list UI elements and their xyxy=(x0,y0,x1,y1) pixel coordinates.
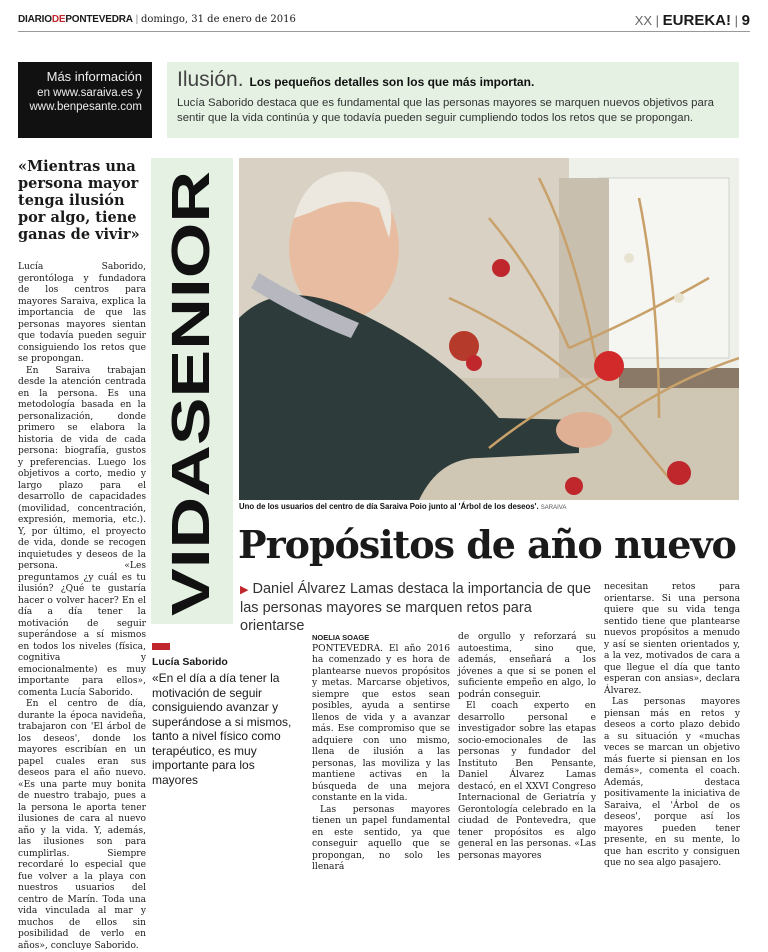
logo-de: DE xyxy=(51,14,66,25)
left-paragraph: En Saraiva trabajan desde la atención centrada en la persona. Es una metodología basada en la personalización, donde primero se elabora la historia de vida de cada persona: biografía, gustos y preferencias. Luego los objetivos a corto, medio y largo plazo para el desarrollo de capacidades (movilidad, concentración, expresión, memoria, etc.). Y, por último, el proyecto de vida, donde se recogen inquietudes y deseos de la persona. «Les preguntamos ¿y cuál es tu ilusión? ¿Qué te gustaría hacer o volver hacer? En el día a día tener la motivación de seguir superándose a sí mismos en todos los niveles (física, cognitiva y emocionalmente) es muy importante para ellos», comenta Lucía Saborido. xyxy=(18,365,146,698)
body-paragraph: Las personas mayores piensan más en retos y deseos a corto plazo debido a su situación y «muchas veces se marcan un objetivo más fuerte si piensan en los demás», comenta el coach. Además, destaca positivamente la iniciativa de Saraiva, el 'Árbol de os deseos', porque así los mayores pueden tener presente, en su mente, lo que han escrito y consiguen que no sea algo pasajero. xyxy=(604,697,740,868)
more-info-line-3: www.benpesante.com xyxy=(29,101,142,113)
more-info-box xyxy=(18,62,152,138)
quote-marker xyxy=(152,643,170,650)
supplement-name: EUREKA! xyxy=(662,12,732,29)
subheadline-text: Daniel Álvarez Lamas destaca la importancia de que las personas mayores se marquen retos para orientarse xyxy=(240,581,592,634)
section-code: XX xyxy=(634,13,653,28)
photo-caption xyxy=(239,502,739,511)
left-paragraph: En el centro de día, durante la época navideña, trabajaron con 'El árbol de los deseos', donde los mayores escribían en un papel cuales eran sus deseos para el año nuevo. «Es una parte muy bonita de nuestro trabajo, pues a la persona le aporta tener ilusiones de cara al nuevo año y la vida. Y, además, las ilusiones son para cumplirlas. Siempre recordaré lo especial que fue volver a la playa con nuestros usuarios del centro de Marín. Toda una vida vinculada al mar y muchos de ellos sin posibilidad de verlo en años», concluye Saborido. xyxy=(18,699,146,951)
more-info-line-1: Más información xyxy=(46,69,142,84)
page-number: 9 xyxy=(741,12,750,29)
logo-diario: DIARIO xyxy=(18,14,52,25)
article-photo xyxy=(239,158,739,500)
body-paragraph: Las personas mayores tienen un papel fundamental en este sentido, ya que conseguir aquello que se propongan, no solo les llenará xyxy=(312,804,450,872)
body-column-1 xyxy=(312,632,450,874)
page-header-right: XX | EUREKA! | 9 xyxy=(634,12,750,29)
ilusion-subtitle: Los pequeños detalles son los que más importan. xyxy=(249,75,535,89)
logo-pontevedra: PONTEVEDRA xyxy=(65,14,133,25)
ilusion-text: Lucía Saborido destaca que es fundamental que las personas mayores se marquen nuevos objetivos para sentir que la vida continúa y que todavía pueden seguir cumpliendo todos los retos que se propongan. xyxy=(177,97,714,124)
vidasenior-label xyxy=(151,158,233,624)
triangle-icon: ▶ xyxy=(240,584,249,596)
ilusion-box xyxy=(167,62,739,138)
pull-quote-name: Lucía Saborido xyxy=(152,656,228,668)
ilusion-title: Ilusión. xyxy=(177,68,244,91)
subheadline xyxy=(240,580,595,635)
pull-quote-text: «En el día a día tener la motivación de seguir consiguiendo avanzar y superándose a si mismos, tanto a nivel físico como terapéutico, es muy importante para los mayores xyxy=(152,671,292,787)
body-column-3 xyxy=(604,582,740,870)
caption-text: Uno de los usuarios del centro de día Saraiva Poio junto al 'Árbol de los deseos'. xyxy=(239,502,539,511)
body-column-2 xyxy=(458,632,596,862)
masthead: DIARIODEPONTEVEDRA | domingo, 31 de enero de 2016 xyxy=(18,14,296,25)
more-info-line-2: en www.saraiva.es y xyxy=(37,87,142,99)
vidasenior-text: VIDASENIOR xyxy=(161,279,221,616)
left-column xyxy=(18,262,146,952)
issue-date: domingo, 31 de enero de 2016 xyxy=(140,14,296,25)
left-paragraph: Lucía Saborido, gerontóloga y fundadora de los centros para mayores Saraiva, explica la importancia de que las personas mayores sientan que todavía pueden seguir consiguiendo los retos que se propongan. xyxy=(18,262,146,364)
byline: NOELIA SOAGE xyxy=(312,633,370,642)
body-paragraph: El coach experto en desarrollo personal e investigador sobre las etapas socio-emocionales de las personas y fundador del Instituto Ben Pensante, Daniel Álvarez Lamas destacó, en el XXVI Congreso Internacional de Geriatría y Gerontología celebrado en la ciudad de Pontevedra, que tener propósitos es algo general en las personas. «Las personas mayores xyxy=(458,701,596,861)
body-paragraph: necesitan retos para orientarse. Si una persona quiere que su vida tenga sentido tiene que plantearse nuevos propósitos a menudo y así se sienten orientados y, a la vez, motivados de cara a que llegue el día que tanto esperan con ansias», declara Álvarez. xyxy=(604,582,740,696)
body-paragraph: de orgullo y reforzará su autoestima, sino que, además, enseñará a los jóvenes a que si se ponen el suficiente empeño en algo, lo podrán conseguir. xyxy=(458,632,596,700)
header-rule xyxy=(18,31,750,32)
body-paragraph: PONTEVEDRA. El año 2016 ha comenzado y es hora de plantearse nuevos propósitos y metas. Marcarse objetivos, siempre que estos sean posibles, ayuda a sentirse llenos de vida y a avanzar más. Ese compromiso que se adquiere con uno mismo, llena de ilusión a las personas, las moviliza y las mantiene activas en la búsqueda de una mejora constante en la vida. xyxy=(312,643,450,803)
headline: Propósitos de año nuevo xyxy=(238,522,736,567)
side-quote: «Mientras una persona mayor tenga ilusión por algo, tiene ganas de vivir» xyxy=(18,158,140,243)
photo-credit: SARAIVA xyxy=(540,505,567,511)
